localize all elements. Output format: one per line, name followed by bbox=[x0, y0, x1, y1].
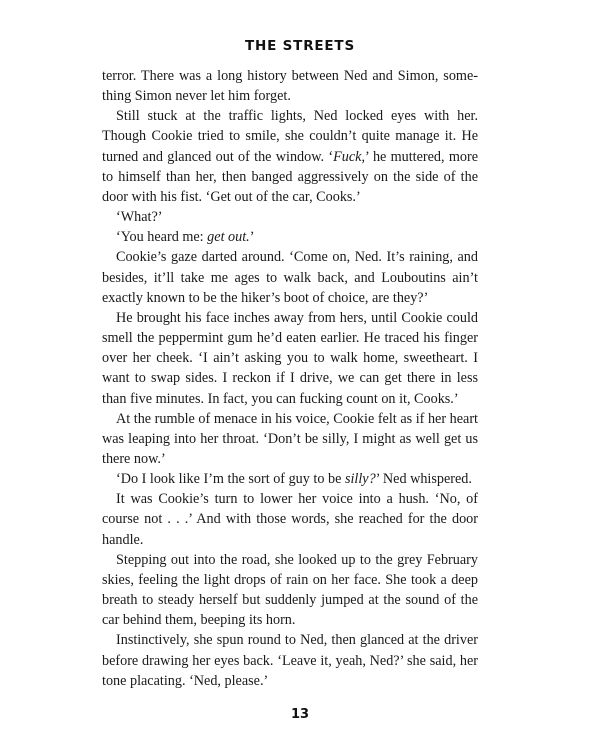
paragraph: Instinctively, she spun round to Ned, then glanced at the driver before drawing her eyes back. ‘Leave it, yeah, Ned?’ she said, her tone placating. ‘Ned, please.’ bbox=[102, 632, 478, 689]
paragraph: At the rumble of menace in his voice, Cookie felt as if her heart was leaping into her throat. ‘Don’t be silly, I might as well get us there now.’ bbox=[102, 410, 478, 467]
paragraph: ‘Do I look like I’m the sort of guy to be silly?’ Ned whispered. bbox=[116, 471, 472, 488]
page-number: 13 bbox=[290, 707, 310, 722]
running-head: THE STREETS bbox=[245, 38, 355, 54]
paragraph: ‘You heard me: get out.’ bbox=[116, 229, 255, 246]
paragraph: Cookie’s gaze darted around. ‘Come on, Ned. It’s raining, and besides, it’ll take me ages to walk back, and Louboutins ain’t exactly known to be the hiker’s boot of choice, are they?’ bbox=[102, 249, 478, 306]
paragraph: terror. There was a long history between Ned and Simon, something Simon never let him forget. bbox=[102, 68, 478, 105]
paragraph: ‘What?’ bbox=[116, 209, 163, 226]
body-text bbox=[102, 66, 478, 691]
paragraph: Stepping out into the road, she looked up to the grey February skies, feeling the light drops of rain on her face. She took a deep breath to steady herself but suddenly jumped at the sound of the car behind them, beeping its horn. bbox=[102, 551, 478, 629]
paragraph: It was Cookie’s turn to lower her voice into a hush. ‘No, of course not . . .’ And with those words, she reached for the door handle. bbox=[102, 491, 478, 548]
paragraph: Still stuck at the traffic lights, Ned locked eyes with her. Though Cookie tried to smile, she couldn’t quite manage it. He turned and glanced out of the window. ‘Fuck,’ he muttered, more to himself than her, then banged aggressively on the side of the door with his fist. ‘Get out of the car, Cooks.’ bbox=[102, 108, 479, 205]
paragraph: He brought his face inches away from hers, until Cookie could smell the peppermint gum he’d eaten earlier. He traced his finger over her cheek. ‘I ain’t asking you to walk home, sweetheart. I want to swap sides. I reckon if I drive, we can get there in less than five minutes. In fact, you can fucking count on it, Cooks.’ bbox=[102, 309, 478, 407]
